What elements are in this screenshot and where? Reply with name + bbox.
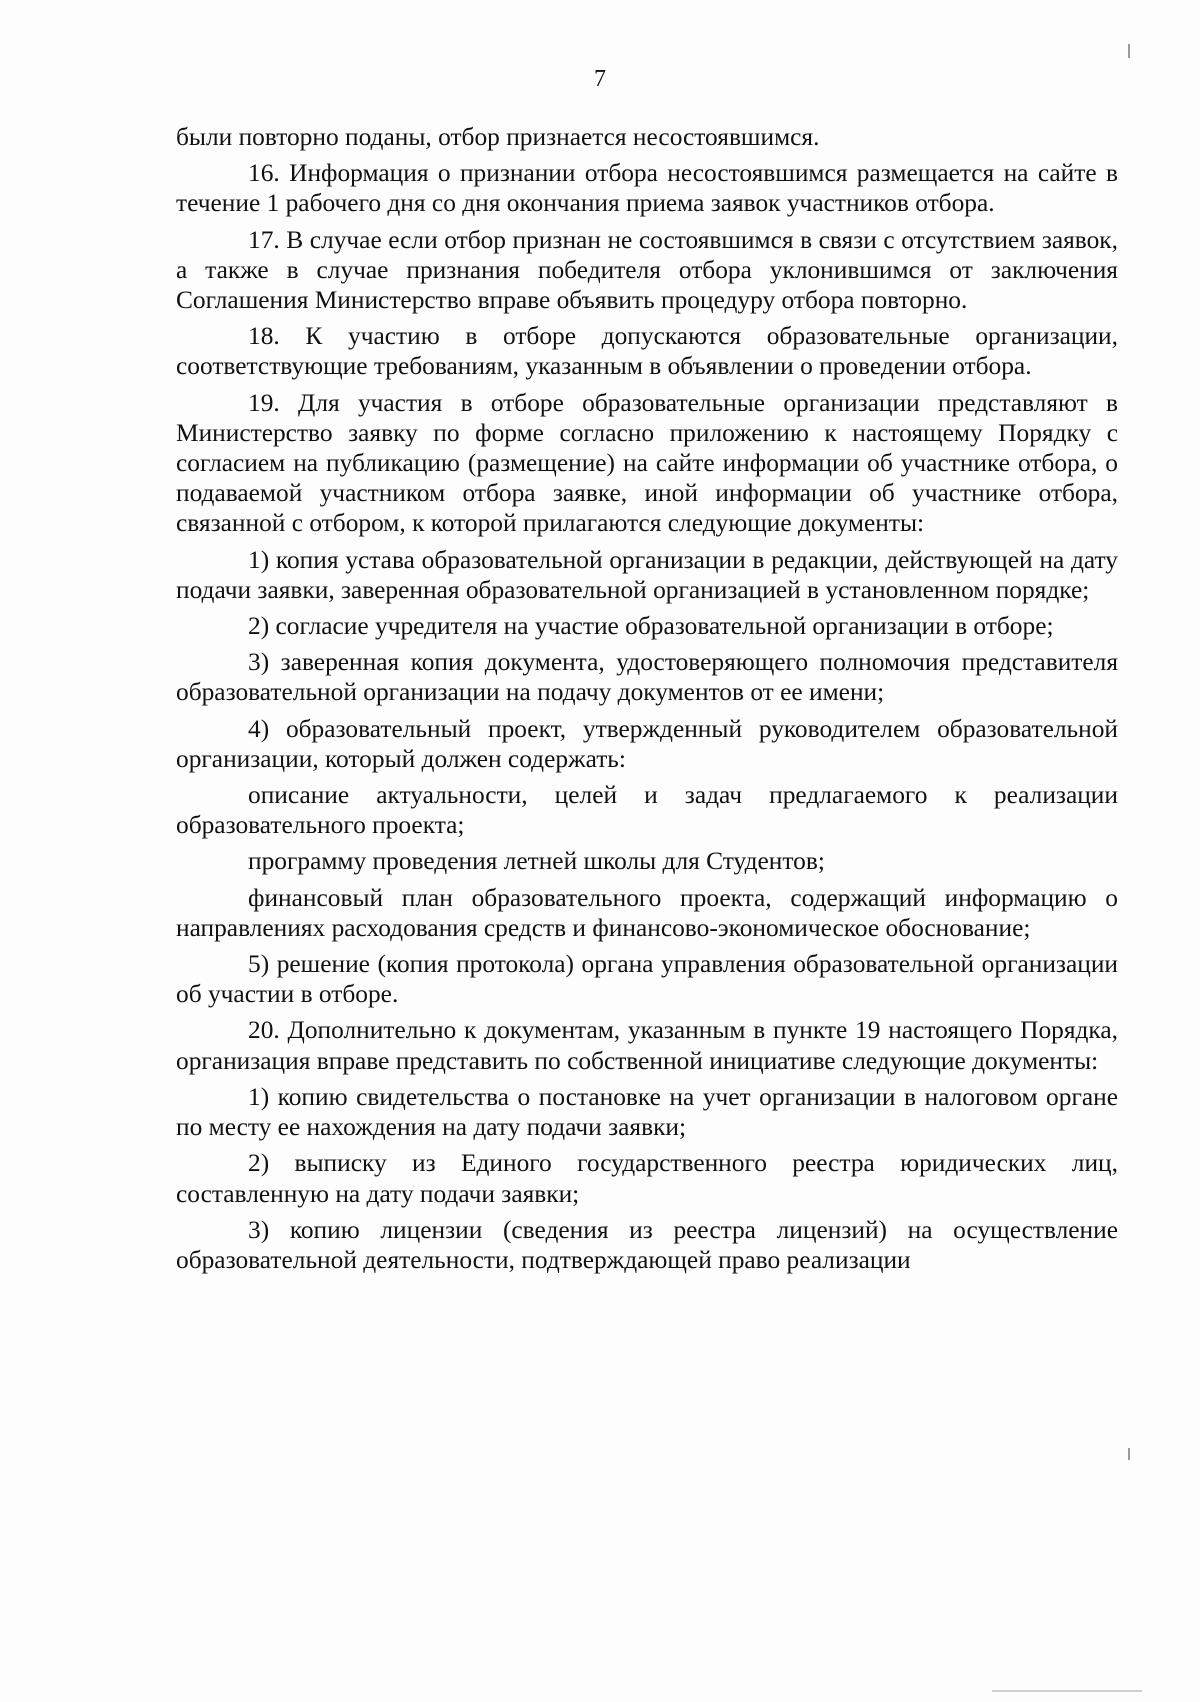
list-item-19-4: 4) образовательный проект, утвержденный руководителем образовательной организации, который должен содержать:: [176, 714, 1118, 773]
paragraph-20: 20. Дополнительно к документам, указанным в пункте 19 настоящего Порядка, организация вправе представить по собственной инициативе следующие документы:: [176, 1016, 1118, 1075]
list-item-20-2: 2) выписку из Единого государственного реестра юридических лиц, составленную на дату подачи заявки;: [176, 1149, 1118, 1208]
page-number: 7: [594, 66, 606, 92]
sub-item-description: описание актуальности, целей и задач предлагаемого к реализации образовательного проекта;: [176, 781, 1118, 840]
scan-artifact: [1128, 44, 1130, 58]
sub-item-program: программу проведения летней школы для Студентов;: [248, 847, 825, 876]
paragraph-continuation: были повторно поданы, отбор признается несостоявшимся.: [176, 123, 820, 151]
list-item-19-1: 1) копия устава образовательной организации в редакции, действующей на дату подачи заявки, заверенная образовательной организацией в установленном порядке;: [176, 545, 1118, 604]
list-item-19-2: 2) согласие учредителя на участие образовательной организации в отборе;: [248, 612, 1054, 641]
paragraph-18: 18. К участию в отборе допускаются образовательные организации, соответствующие требованиям, указанным в объявлении о проведении отбора.: [176, 322, 1118, 381]
paragraph-19: 19. Для участия в отборе образовательные организации представляют в Министерство заявку по форме согласно приложению к настоящему Порядку с согласием на публикацию (размещение) на сайте информации об участнике отбора, о подаваемой участником отбора заявке, иной информации об участнике отбора, связанной с отбором, к которой прилагаются следующие документы:: [176, 388, 1118, 538]
scan-artifact: [1128, 1448, 1130, 1460]
document-text: [176, 122, 1118, 1275]
list-item-20-1: 1) копию свидетельства о постановке на учет организации в налоговом органе по месту ее нахождения на дату подачи заявки;: [176, 1082, 1118, 1142]
list-item-20-3: 3) копию лицензии (сведения из реестра лицензий) на осуществление образовательной деятельности, подтверждающей право реализации: [176, 1215, 1118, 1274]
list-item-19-3: 3) заверенная копия документа, удостоверяющего полномочия представителя образовательной организации на подачу документов от ее имени;: [176, 648, 1118, 707]
scan-artifact: [992, 1690, 1142, 1692]
paragraph-16: 16. Информация о признании отбора несостоявшимся размещается на сайте в течение 1 рабочего дня со дня окончания приема заявок участников отбора.: [176, 159, 1118, 218]
paragraph-17: 17. В случае если отбор признан не состоявшимся в связи с отсутствием заявок, а также в случае признания победителя отбора уклонившимся от заключения Соглашения Министерство вправе объявить процедуру отбора повторно.: [176, 225, 1118, 315]
sub-item-financial-plan: финансовый план образовательного проекта, содержащий информацию о направлениях расходования средств и финансово-экономическое обоснование;: [176, 883, 1118, 942]
list-item-19-5: 5) решение (копия протокола) органа управления образовательной организации об участии в отборе.: [176, 950, 1118, 1009]
